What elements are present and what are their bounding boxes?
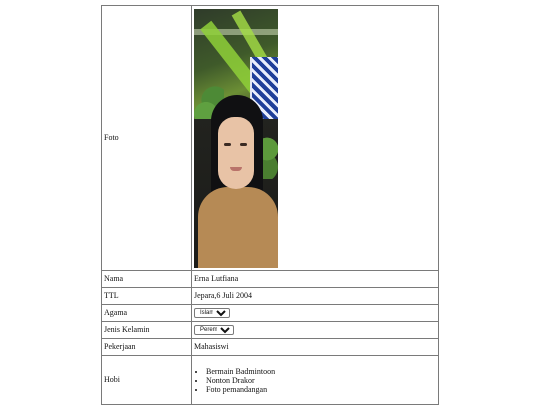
agama-select[interactable]: [194, 308, 230, 318]
label-pekerjaan: Pekerjaan: [102, 339, 192, 356]
row-nama: [102, 271, 439, 288]
row-agama: [102, 305, 439, 322]
photo-face: [218, 117, 254, 189]
value-ttl: Jepara,6 Juli 2004: [192, 288, 439, 305]
label-foto: Foto: [102, 6, 192, 271]
hobi-list: [194, 367, 436, 394]
list-item: • Nonton Drakor: [206, 376, 436, 385]
photo-eye-left: [224, 143, 231, 146]
value-pekerjaan: Mahasiswi: [192, 339, 439, 356]
value-nama: Erna Lutfiana: [192, 271, 439, 288]
cell-jenis-kelamin: [192, 322, 439, 339]
jenis-kelamin-select[interactable]: [194, 325, 234, 335]
cell-hobi: [192, 356, 439, 405]
label-hobi: Hobi: [102, 356, 192, 405]
photo-body: [198, 187, 278, 268]
list-item: • Bermain Badmintoon: [206, 367, 436, 376]
list-item: • Foto pemandangan: [206, 385, 436, 394]
row-foto: [102, 6, 439, 271]
label-agama: Agama: [102, 305, 192, 322]
row-ttl: [102, 288, 439, 305]
photo-eye-right: [240, 143, 247, 146]
row-jenis-kelamin: [102, 322, 439, 339]
cell-agama: [192, 305, 439, 322]
biodata-table: [101, 5, 439, 405]
profile-photo: [194, 9, 278, 268]
cell-foto: [192, 6, 439, 271]
row-pekerjaan: [102, 339, 439, 356]
row-hobi: [102, 356, 439, 405]
label-ttl: TTL: [102, 288, 192, 305]
label-nama: Nama: [102, 271, 192, 288]
label-jenis-kelamin: Jenis Kelamin: [102, 322, 192, 339]
